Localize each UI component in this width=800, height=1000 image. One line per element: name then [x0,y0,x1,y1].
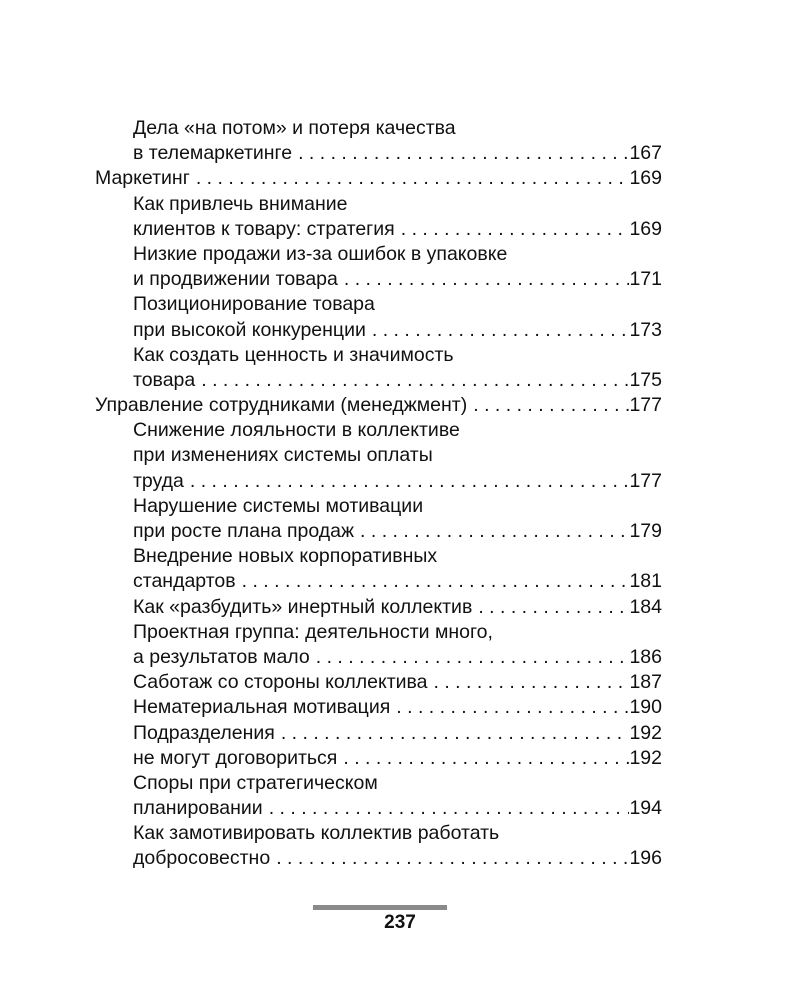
toc-page-number: 179 [629,520,662,542]
toc-entry-title: Управление сотрудниками (менеджмент) [95,394,468,417]
dot-leader [467,393,629,418]
toc-page-number: 192 [629,746,662,769]
toc-page-number: 175 [629,368,662,391]
dot-leader [236,569,630,594]
dot-leader [292,141,629,166]
toc-entry-last-line [0,846,800,871]
toc-entry [0,393,800,418]
dot-leader [337,746,629,771]
toc-entry-title: Как «разбудить» инертный коллектив [133,595,473,618]
toc-entry [0,116,800,166]
toc-entry-title: при высокой конкуренции [133,318,366,341]
toc-entry-title: труда [133,469,184,492]
toc-page-number: 181 [629,570,662,593]
toc-entry [0,620,800,670]
toc-entry-last-line [0,166,800,191]
dot-leader [270,846,629,871]
toc-entry-title: Как привлечь внимание [133,192,348,215]
toc-entry-last-line [0,645,800,670]
toc-entry [0,544,800,594]
toc-page-number: 196 [629,847,662,870]
toc-entry-last-line [0,569,800,594]
toc-page-number: 171 [629,268,662,291]
toc-entry-last-line [0,796,800,821]
toc-entry-last-line [0,695,800,720]
toc-page-number: 187 [629,671,662,694]
footer-rule [313,905,447,910]
toc-page-number: 186 [629,645,662,668]
dot-leader [366,318,630,343]
toc-entry [0,771,800,821]
table-of-contents [0,116,800,872]
toc-entry-line [0,443,800,468]
toc-entry-title: Снижение лояльности в коллективе [133,419,460,442]
toc-entry-title: добросовестно [133,847,271,870]
toc-entry-title: Как замотивировать коллектив работать [133,822,500,845]
toc-entry-title: при изменениях системы оплаты [133,444,433,467]
toc-entry [0,418,800,494]
dot-leader [390,695,629,720]
toc-page-number: 169 [629,217,662,240]
dot-leader [428,670,630,695]
toc-entry-last-line [0,368,800,393]
toc-entry [0,595,800,620]
toc-entry [0,494,800,544]
toc-entry-title: Низкие продажи из-за ошибок в упаковке [133,242,508,265]
toc-entry-line [0,494,800,519]
dot-leader [195,368,629,393]
toc-entry [0,746,800,771]
toc-entry-line [0,292,800,317]
toc-entry-line [0,771,800,796]
toc-entry-title: Проектная группа: деятельности много, [133,620,493,643]
dot-leader [354,519,629,544]
dot-leader [310,645,630,670]
toc-entry-last-line [0,267,800,292]
toc-page-number: 177 [629,394,662,417]
toc-entry [0,242,800,292]
toc-entry-title: Споры при стратегическом [133,771,378,794]
toc-entry-title: а результатов мало [133,645,310,668]
toc-entry-title: Позиционирование товара [133,293,375,316]
toc-entry [0,821,800,871]
toc-entry [0,670,800,695]
toc-page-number: 177 [629,469,662,492]
toc-entry-line [0,544,800,569]
dot-leader [338,267,630,292]
toc-entry-title: стандартов [133,570,236,593]
toc-page-number: 194 [629,797,662,820]
toc-entry-title: в телемаркетинге [133,142,293,165]
toc-entry-last-line [0,519,800,544]
toc-entry [0,721,800,746]
toc-entry-line [0,821,800,846]
toc-entry-title: Внедрение новых корпоративных [133,545,438,568]
toc-entry-title: планировании [133,797,263,820]
dot-leader [190,166,630,191]
dot-leader [472,595,629,620]
toc-entry-title: Как создать ценность и значимость [133,343,454,366]
toc-entry-title: Подразделения [133,721,275,744]
toc-entry [0,292,800,342]
dot-leader [184,469,630,494]
page-number: 237 [384,912,416,933]
dot-leader [395,217,630,242]
toc-entry-line [0,116,800,141]
toc-page-number: 190 [629,696,662,719]
toc-entry-last-line [0,595,800,620]
toc-page-number: 167 [629,142,662,165]
toc-entry-line [0,242,800,267]
toc-entry-title: клиентов к товару: стратегия [133,217,395,240]
toc-entry-last-line [0,670,800,695]
toc-entry-last-line [0,721,800,746]
toc-entry-last-line [0,746,800,771]
toc-entry [0,343,800,393]
toc-entry-title: при росте плана продаж [133,520,355,542]
toc-entry-line [0,192,800,217]
dot-leader [275,721,630,746]
toc-entry-title: Нематериальная мотивация [133,696,391,719]
toc-entry-title: Маркетинг [95,167,190,190]
toc-entry-line [0,343,800,368]
toc-entry-title: Саботаж со стороны коллектива [133,671,428,694]
toc-entry-title: и продвижении товара [133,268,338,291]
toc-entry-title: Дела «на потом» и потеря качества [133,117,456,139]
toc-entry [0,695,800,720]
toc-entry [0,166,800,191]
toc-entry-title: товара [133,368,196,391]
toc-page-number: 192 [629,721,662,744]
toc-entry-last-line [0,217,800,242]
toc-page-number: 184 [629,595,662,618]
toc-entry-last-line [0,393,800,418]
toc-entry-last-line [0,469,800,494]
toc-entry [0,192,800,242]
toc-entry-last-line [0,318,800,343]
toc-entry-title: Нарушение системы мотивации [133,494,424,517]
toc-page-number: 173 [629,318,662,341]
toc-page-number: 169 [629,167,662,190]
dot-leader [263,796,630,821]
toc-entry-title: не могут договориться [133,746,338,769]
toc-entry-line [0,620,800,645]
toc-entry-last-line [0,141,800,166]
toc-entry-line [0,418,800,443]
